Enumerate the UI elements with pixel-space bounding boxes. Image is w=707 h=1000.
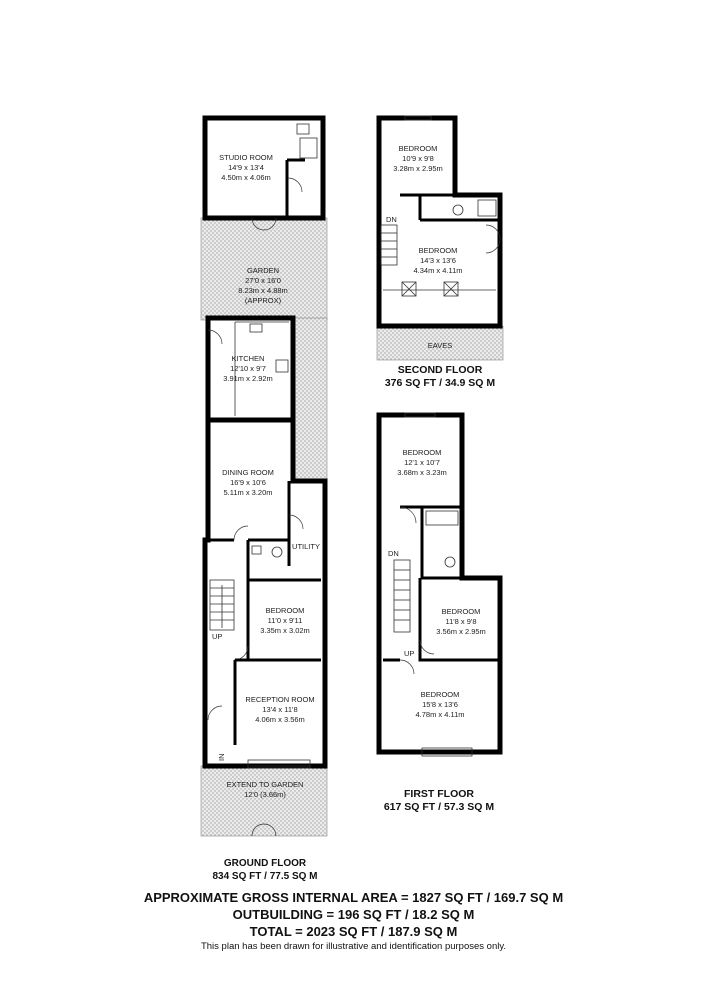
extend-dims: 12'0 (3.66m) <box>244 790 286 799</box>
front-garden-area <box>201 766 327 836</box>
second-large-bedroom-dims-imperial: 14'3 x 13'6 <box>420 256 456 265</box>
garden-name: GARDEN <box>246 266 280 275</box>
dining-door-swing <box>234 526 248 540</box>
ground-stairs <box>210 580 234 630</box>
first-bottom-bedroom-dims-imperial: 15'8 x 13'6 <box>422 700 458 709</box>
first-mid-bedroom-door-swing <box>420 640 434 654</box>
wc-toilet-icon <box>272 547 282 557</box>
first-mid-bedroom-dims-imperial: 11'8 x 9'8 <box>445 617 477 626</box>
kitchen-name: KITCHEN <box>231 354 265 363</box>
first-bottom-bedroom-name: BEDROOM <box>420 690 460 699</box>
entrance-door-swing <box>208 706 222 720</box>
side-return-area <box>291 318 327 481</box>
first-room-labels <box>384 448 495 813</box>
first-dn-label: DN <box>388 549 399 558</box>
shower-tray-icon <box>300 138 317 158</box>
sink-icon <box>297 124 309 134</box>
first-top-bedroom-dims-metric: 3.68m x 3.23m <box>397 468 447 477</box>
studio-name: STUDIO ROOM <box>219 153 273 162</box>
first-bath-walls <box>400 507 462 578</box>
second-shower-icon <box>478 200 496 216</box>
outbuilding-area: OUTBUILDING = 196 SQ FT / 18.2 SQ M <box>232 907 475 922</box>
dining-dims-imperial: 16'9 x 10'6 <box>230 478 266 487</box>
reception-name: RECEPTION ROOM <box>245 695 315 704</box>
dining-name: DINING ROOM <box>222 468 274 477</box>
reception-dims-metric: 4.06m x 3.56m <box>255 715 305 724</box>
ground-floor-plan <box>201 118 327 836</box>
studio-door-swing <box>288 178 302 192</box>
first-mid-bedroom-name: BEDROOM <box>441 607 481 616</box>
ground-in-label: IN <box>217 753 226 761</box>
gross-internal-area: APPROXIMATE GROSS INTERNAL AREA = 1827 SQ FT / 169.7 SQ M <box>143 890 564 905</box>
first-stairs <box>394 560 410 632</box>
second-stairs <box>381 225 397 265</box>
first-floor-title: FIRST FLOOR <box>404 788 474 800</box>
garden-note: (APPROX) <box>244 296 282 305</box>
ground-floor-title: GROUND FLOOR <box>223 858 307 869</box>
studio-room-walls <box>205 118 323 218</box>
bath-tub-icon <box>426 511 458 525</box>
ground-up-label: UP <box>212 632 223 641</box>
kitchen-dims-metric: 3.91m x 2.92m <box>223 374 273 383</box>
second-floor-area: 376 SQ FT / 34.9 SQ M <box>384 377 496 389</box>
second-floor-outer-walls <box>379 118 500 326</box>
ground-bedroom-dims-imperial: 11'0 x 9'11 <box>267 616 303 625</box>
first-top-bedroom-dims-imperial: 12'1 x 10'7 <box>404 458 440 467</box>
kitchen-sink-icon <box>250 324 262 332</box>
first-top-bedroom-door-swing <box>400 507 416 523</box>
ground-floor-caption <box>212 858 317 882</box>
wc-basin-icon <box>252 546 261 554</box>
total-area: TOTAL = 2023 SQ FT / 187.9 SQ M <box>249 924 458 939</box>
extend-name: EXTEND TO GARDEN <box>226 780 304 789</box>
second-small-bedroom-dims-imperial: 10'9 x 9'8 <box>402 154 434 163</box>
second-dn-label: DN <box>386 215 397 224</box>
second-floor-plan <box>377 116 503 360</box>
garden-dims-imperial: 27'0 x 16'0 <box>245 276 281 285</box>
dining-dims-metric: 5.11m x 3.20m <box>223 488 273 497</box>
first-up-label: UP <box>404 649 415 658</box>
ground-bedroom-door-swing <box>234 646 248 660</box>
disclaimer: This plan has been drawn for illustrative and identification purposes only. <box>200 941 507 952</box>
first-bottom-bedroom-dims-metric: 4.78m x 4.11m <box>415 710 465 719</box>
skylights <box>402 282 458 296</box>
reception-dims-imperial: 13'4 x 11'8 <box>262 705 298 714</box>
first-bottom-bedroom-door-swing <box>400 660 414 674</box>
utility-door-swing <box>289 515 303 529</box>
second-toilet-icon <box>453 205 463 215</box>
second-small-bedroom-dims-metric: 3.28m x 2.95m <box>393 164 443 173</box>
garden-dims-metric: 8.23m x 4.88m <box>238 286 288 295</box>
first-floor-area: 617 SQ FT / 57.3 SQ M <box>383 801 495 813</box>
ground-bedroom-name: BEDROOM <box>265 606 305 615</box>
hob-icon <box>276 360 288 372</box>
second-floor-title: SECOND FLOOR <box>397 364 483 376</box>
second-large-bedroom-name: BEDROOM <box>418 246 458 255</box>
eaves-name: EAVES <box>427 341 453 350</box>
ground-bedroom-dims-metric: 3.35m x 3.02m <box>260 626 310 635</box>
utility-name: UTILITY <box>292 542 320 551</box>
first-top-bedroom-name: BEDROOM <box>402 448 442 457</box>
studio-dims-metric: 4.50m x 4.06m <box>221 173 271 182</box>
studio-dims-imperial: 14'9 x 13'4 <box>228 163 264 172</box>
second-large-bedroom-dims-metric: 4.34m x 4.11m <box>413 266 463 275</box>
kitchen-dims-imperial: 12'10 x 9'7 <box>230 364 266 373</box>
ground-floor-area: 834 SQ FT / 77.5 SQ M <box>212 871 318 882</box>
first-toilet-icon <box>445 557 455 567</box>
second-small-bedroom-name: BEDROOM <box>398 144 438 153</box>
first-mid-bedroom-dims-metric: 3.56m x 2.95m <box>436 627 486 636</box>
